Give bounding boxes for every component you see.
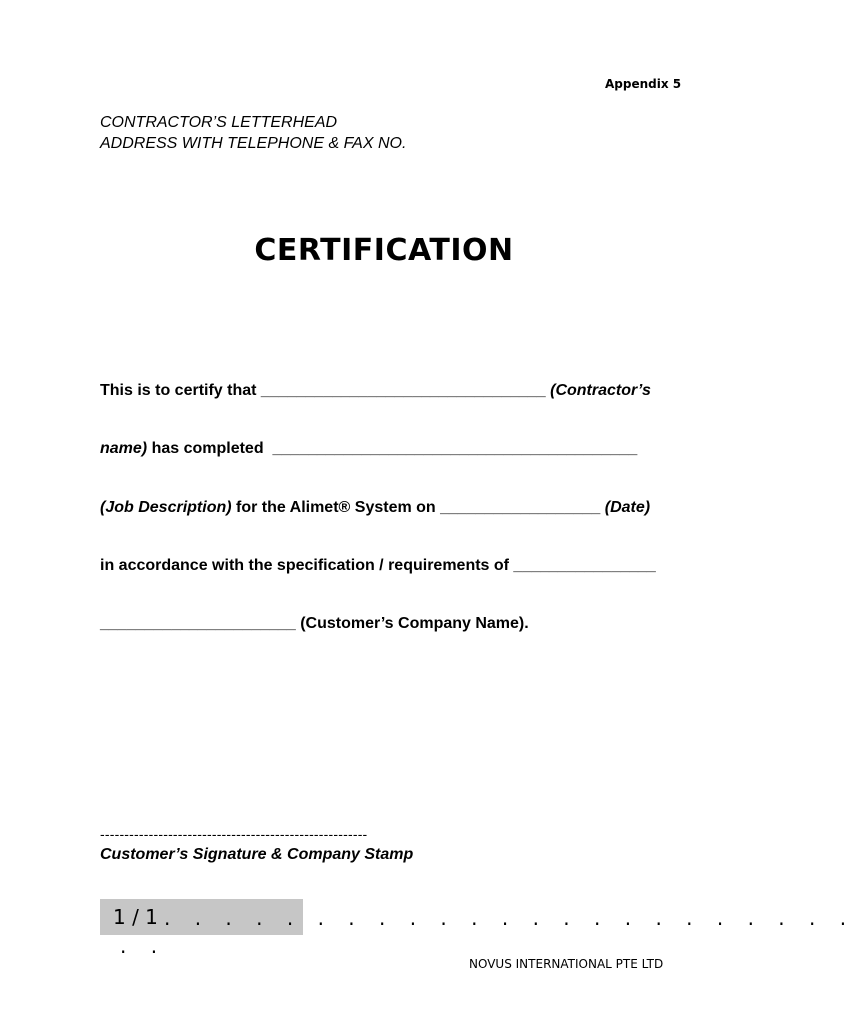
page-leader-dots: . . . . . . . . . . . . . . . . . . . . . . . — [164, 906, 855, 930]
footer-company: NOVUS INTERNATIONAL PTE LTD — [469, 957, 664, 971]
signature-line: ------------------------------------------------------- — [100, 826, 368, 842]
appendix-label: Appendix 5 — [605, 77, 682, 91]
page-leader-dots-wrap: . . — [120, 934, 167, 958]
letterhead-line-1: CONTRACTOR’S LETTERHEAD — [100, 114, 338, 131]
job-description-label: (Job Description) — [100, 499, 232, 516]
letterhead-line-2: ADDRESS WITH TELEPHONE & FAX NO. — [100, 135, 407, 152]
document-title: CERTIFICATION — [254, 233, 514, 268]
certify-line-3 — [100, 499, 650, 517]
contractor-label: (Contractor’s — [550, 382, 651, 399]
page-indicator: 1 / 1 — [113, 905, 158, 929]
signature-label: Customer’s Signature & Company Stamp — [100, 846, 414, 863]
certify-line-4: in accordance with the specification / requirements of ________________ — [100, 557, 656, 574]
certify-line-1 — [100, 382, 651, 400]
system-text: for the Alimet® System on __________________ — [231, 499, 605, 516]
certify-line-5: ______________________ (Customer’s Company Name). — [100, 615, 529, 632]
name-label: name) — [100, 440, 148, 457]
certify-line-2 — [100, 440, 637, 458]
certify-text: This is to certify that ________________________________ — [100, 382, 551, 399]
completed-text: has completed _________________________________________ — [147, 440, 638, 457]
date-label: (Date) — [604, 499, 651, 516]
